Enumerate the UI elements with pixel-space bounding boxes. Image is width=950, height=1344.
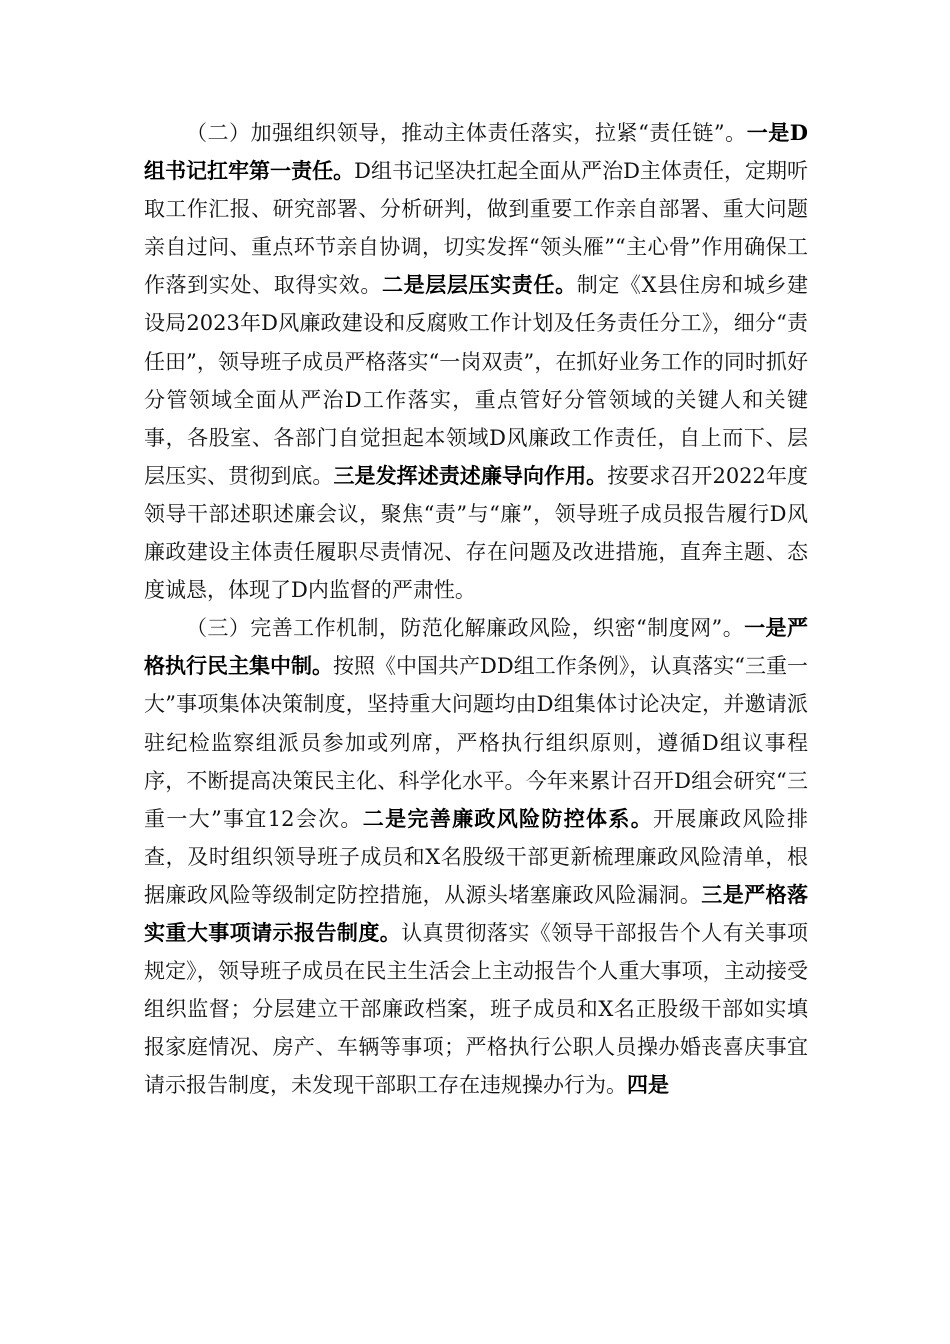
section-2-point-1-text: D组书记坚决扛起全面从严治D主体责任，定期听取工作汇报、研究部署、分析研判，做到重要工作亲自部署、重大问题亲自过问、重点环节亲自协调，切实发挥“领头雁”“主心骨”作用确保工作落到实处、取得实效。 [144, 159, 808, 298]
section-3-point-1-bold: 一是严格执行民主集中制。 [144, 615, 808, 679]
section-3-heading-text: （三）完善工作机制，防范化解廉政风险，织密“制度网”。 [186, 616, 745, 641]
section-3-point-4-bold: 四是 [627, 1072, 669, 1098]
section-2-point-2-text: 制定《X县住房和城乡建设局2023年D风廉政建设和反腐败工作计划及任务责任分工》，细分“责任田”，领导班子成员严格落实“一岗双责”，在抓好业务工作的同时抓好分管领域全面从严治D工作落实，重点管好分管领域的关键人和关键事，各股室、各部门自觉担起本领域D风廉政工作责任，自上而下、层层压实、贯彻到底。 [144, 273, 809, 488]
section-2-point-3-text: 按要求召开2022年度领导干部述职述廉会议，聚焦“责”与“廉”，领导班子成员报告履行D风廉政建设主体责任履职尽责情况、存在问题及改进措施，直奔主题、态度诚恳，体现了D内监督的严肃性。 [144, 463, 809, 603]
document-body [144, 114, 808, 1104]
section-3-point-1-text: 按照《中国共产DD组工作条例》，认真落实“三重一大”事项集体决策制度，坚持重大问题均由D组集体讨论决定，并邀请派驻纪检监察组派员参加或列席，严格执行组织原则，遵循D组议事程序，不断提高决策民主化、科学化水平。今年来累计召开D组会研究“三重一大”事宜12会次。 [144, 654, 808, 831]
paragraph-section-3 [144, 609, 808, 1104]
section-2-heading-text: （二）加强组织领导，推动主体责任落实，拉紧“责任链”。 [186, 121, 747, 145]
section-3-point-3-text: 认真贯彻落实《领导干部报告个人有关事项规定》，领导班子成员在民主生活会上主动报告个人重大事项，主动接受组织监督；分层建立干部廉政档案，班子成员和X名正股级干部如实填报家庭情况、房产、车辆等事项；严格执行公职人员操办婚丧喜庆事宜请示报告制度，未发现干部职工存在违规操办行为。 [144, 920, 809, 1098]
paragraph-section-2 [144, 114, 808, 609]
section-3-point-2-text: 开展廉政风险排查，及时组织领导班子成员和X名股级干部更新梳理廉政风险清单，根据廉政风险等级制定防控措施，从源头堵塞廉政风险漏洞。 [144, 806, 809, 907]
section-3-point-3-bold: 三是严格落实重大事项请示报告制度。 [144, 881, 808, 945]
section-2-point-2-bold: 二是层层压实责任。 [381, 272, 577, 298]
section-2-point-1-bold: 一是D组书记扛牢第一责任。 [144, 120, 808, 184]
section-3-point-2-bold: 二是完善廉政风险防控体系。 [362, 805, 654, 831]
section-2-point-3-bold: 三是发挥述责述廉导向作用。 [333, 462, 608, 488]
